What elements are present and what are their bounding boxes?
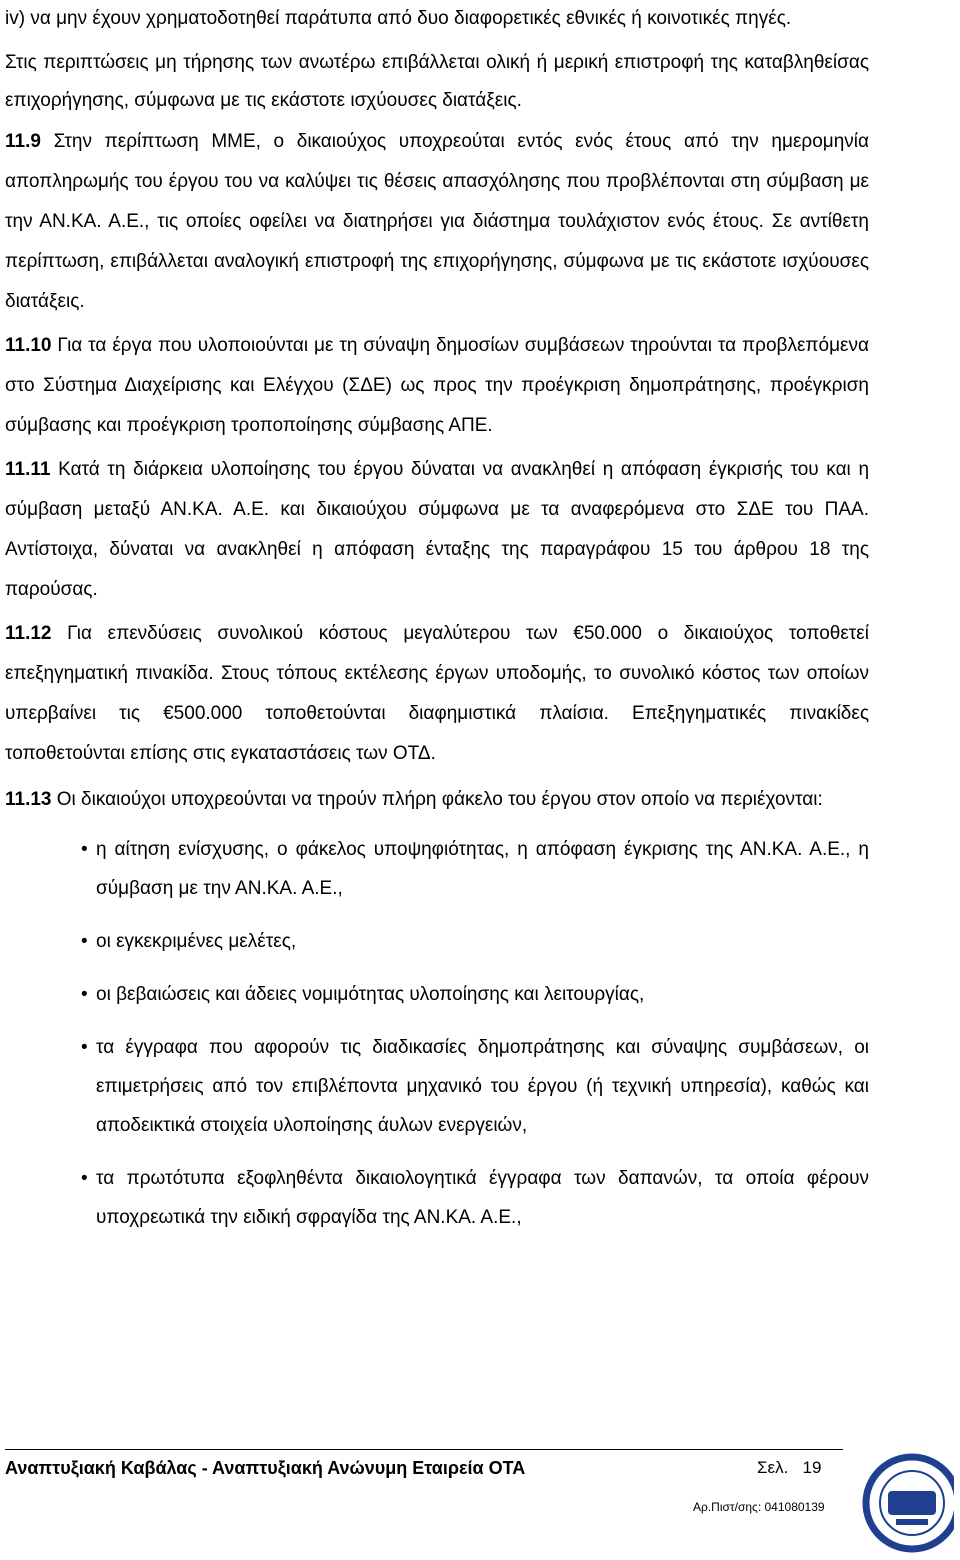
section-number: 11.9	[5, 131, 41, 152]
list-item	[5, 1159, 869, 1237]
section-11-11	[5, 450, 869, 610]
paragraph-iv: iv) να μην έχουν χρηματοδοτηθεί παράτυπα από δυο διαφορετικές εθνικές ή κοινοτικές πηγές.	[5, 8, 792, 29]
certification-seal-icon	[862, 1445, 954, 1555]
section-text: Για επενδύσεις συνολικού κόστους μεγαλύτερου των €50.000 ο δικαιούχος τοποθετεί επεξηγηματική πινακίδα. Στους τόπους εκτέλεσης έργων υποδομής, το συνολικό κόστος των οποίων υπερβαίνει τις €500.000 τοποθετούνται διαφημιστικά πλαίσια. Επεξηγηματικές πινακίδες τοποθετούνται επίσης στις εγκαταστάσεις των ΟΤΔ.	[5, 623, 869, 764]
section-number: 11.13	[5, 789, 52, 810]
section-11-12	[5, 614, 869, 774]
list-item-text: τα έγγραφα που αφορούν τις διαδικασίες δημοπράτησης και σύναψης συμβάσεων, οι επιμετρήσεις από τον επιβλέποντα μηχανικό του έργου (ή τεχνική υπηρεσία), καθώς και αποδεικτικά στοιχεία υλοποίησης άυλων ενεργειών,	[96, 1037, 869, 1136]
paragraph-return-clause: Στις περιπτώσεις μη τήρησης των ανωτέρω επιβάλλεται ολική ή μερική επιστροφή της καταβληθείσας επιχορήγησης, σύμφωνα με τις εκάστοτε ισχύουσες διατάξεις.	[5, 52, 869, 111]
list-item	[5, 922, 869, 961]
section-11-13	[5, 778, 869, 822]
bullet-icon: •	[81, 1037, 88, 1058]
bullet-icon: •	[81, 984, 88, 1005]
document-body	[5, 0, 869, 1251]
list-item-text: οι εγκεκριμένες μελέτες,	[96, 931, 297, 952]
certificate-number: Αρ.Πιστ/σης: 041080139	[693, 1500, 825, 1514]
page-number	[757, 1458, 821, 1478]
list-item-text: τα πρωτότυπα εξοφληθέντα δικαιολογητικά έγγραφα των δαπανών, τα οποία φέρουν υποχρεωτικά την ειδική σφραγίδα της ΑΝ.ΚΑ. Α.Ε.,	[96, 1168, 869, 1228]
list-item-text: οι βεβαιώσεις και άδειες νομιμότητας υλοποίησης και λειτουργίας,	[96, 984, 645, 1005]
bullet-icon: •	[81, 1168, 88, 1189]
section-number: 11.10	[5, 335, 52, 356]
bullet-icon: •	[81, 839, 88, 860]
section-text: Για τα έργα που υλοποιούνται με τη σύναψη δημοσίων συμβάσεων τηρούνται τα προβλεπόμενα στο Σύστημα Διαχείρισης και Ελέγχου (ΣΔΕ) ως προς την προέγκριση δημοπράτησης, προέγκριση σύμβασης και προέγκριση τροποποίησης σύμβασης ΑΠΕ.	[5, 335, 870, 436]
footer-organization: Αναπτυξιακή Καβάλας - Αναπτυξιακή Ανώνυμη Εταιρεία ΟΤΑ	[5, 1458, 526, 1478]
list-item	[5, 1028, 869, 1145]
bullet-icon: •	[81, 931, 88, 952]
list-item-text: η αίτηση ενίσχυσης, ο φάκελος υποψηφιότητας, η απόφαση έγκρισης της ΑΝ.ΚΑ. Α.Ε., η σύμβαση με την ΑΝ.ΚΑ. Α.Ε.,	[96, 839, 869, 899]
bullet-list	[5, 830, 869, 1237]
section-number: 11.11	[5, 459, 51, 480]
section-text: Κατά τη διάρκεια υλοποίησης του έργου δύναται να ανακληθεί η απόφαση έγκρισής του και η σύμβαση μεταξύ ΑΝ.ΚΑ. Α.Ε. και δικαιούχου σύμφωνα με τα αναφερόμενα στο ΣΔΕ του ΠΑΑ. Αντίστοιχα, δύναται να ανακληθεί η απόφαση ένταξης της παραγράφου 15 του άρθρου 18 της παρούσας.	[5, 459, 870, 600]
section-text: Στην περίπτωση ΜΜΕ, ο δικαιούχος υποχρεούται εντός ενός έτους από την ημερομηνία αποπληρωμής του έργου του να καλύψει τις θέσεις απασχόλησης που προβλέπονται στη σύμβαση με την ΑΝ.ΚΑ. Α.Ε., τις οποίες οφείλει να διατηρήσει για διάστημα τουλάχιστον ενός έτους. Σε αντίθετη περίπτωση, επιβάλλεται αναλογική επιστροφή της επιχορήγησης, σύμφωνα με τις εκάστοτε ισχύουσες διατάξεις.	[5, 131, 870, 312]
list-item	[5, 830, 869, 908]
list-item	[5, 975, 869, 1014]
section-number: 11.12	[5, 623, 52, 644]
page-value: 19	[802, 1458, 822, 1477]
section-11-9	[5, 122, 869, 322]
section-11-10	[5, 326, 869, 446]
page-label: Σελ.	[757, 1458, 789, 1477]
footer-divider	[5, 1449, 843, 1450]
section-text: Οι δικαιούχοι υποχρεούνται να τηρούν πλήρη φάκελο του έργου στον οποίο να περιέχονται:	[56, 789, 823, 810]
